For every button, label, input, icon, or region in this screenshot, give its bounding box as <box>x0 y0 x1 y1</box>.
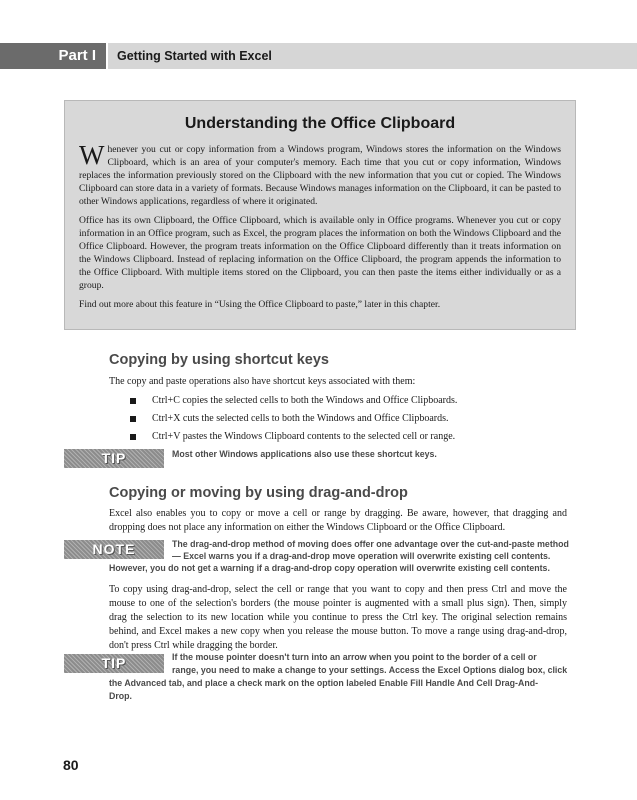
tip-text: Most other Windows applications also use these shortcut keys. <box>172 449 437 459</box>
note-text-line-3: However, you do not get a warning if a drag-and-drop copy operation will overwrite existing cell contents. <box>109 563 550 573</box>
note-text-line-1: The drag-and-drop method of moving does offer one advantage over the cut-and-paste method <box>172 539 569 549</box>
section-heading-drag-and-drop: Copying or moving by using drag-and-drop <box>109 485 408 501</box>
page-number: 80 <box>63 757 79 773</box>
sidebar-paragraph-3: Find out more about this feature in “Using the Office Clipboard to paste,” later in this chapter. <box>79 299 441 310</box>
sidebar-paragraph-2: Office has its own Clipboard, the Office Clipboard, which is available only in Office programs. Whenever you cut or copy information in an Office program, such as Excel, the program places the information on both the Windows Clipboard and the Office Clipboard. However, the program treats information on the Office Clipboard differently than it treats information on the Windows Clipboard. Instead of replacing information on the Office Clipboard, the program appends the information to the Office Clipboard. With multiple items stored on the Clipboard, you can then paste the items either individually or as a group. <box>79 215 561 291</box>
shortcut-list <box>130 392 570 446</box>
section2-paragraph-1: Excel also enables you to copy or move a cell or range by dragging. Be aware, however, that dragging and dropping does not place any information on either the Windows Clipboard or the Office Clipboard. <box>109 508 567 533</box>
list-item <box>130 392 570 410</box>
chapter-title: Getting Started with Excel <box>108 43 637 69</box>
running-header <box>0 43 637 69</box>
sidebar-paragraph-1 <box>79 140 561 208</box>
note-text-line-2: — Excel warns you if a drag-and-drop move operation will overwrite existing cell contents. <box>172 551 551 561</box>
sidebar-title: Understanding the Office Clipboard <box>184 115 456 132</box>
part-label: Part I <box>0 43 106 69</box>
bullet-square-icon <box>130 416 136 422</box>
tip2-text-line-2: range, you need to make a change to your settings. Access the Excel Options dialog box, click <box>172 665 568 675</box>
sidebar-paragraph-1-text: henever you cut or copy information from a Windows program, Windows stores the information on the Windows Clipboard, which is an area of your computer's memory. Each time that you cut or copy information, Windows replaces the information previously stored on the Clipboard with the new information that you cut or copied. The Windows Clipboard can store data in a variety of formats. Because Windows manages information on the Clipboard, it can be pasted to other Windows applications, regardless of where it originated. <box>79 144 561 207</box>
sidebar-box <box>64 100 576 330</box>
tip-label: TIP <box>64 654 164 673</box>
list-item <box>130 428 570 446</box>
tip2-text-line-3: the Advanced tab, and place a check mark on the option labeled Enable Fill Handle And Cell Drag-And- <box>109 678 539 688</box>
section2-paragraph-2: To copy using drag-and-drop, select the cell or range that you want to copy and then press Ctrl and move the mouse to one of the selection's borders (the mouse pointer is augmented with a small plus sign). Then, simply drag the selection to its new location while you continue to press the Ctrl key. The original selection remains behind, and Excel makes a new copy when you release the mouse button. To move a range using drag-and-drop, don't press Ctrl while dragging the border. <box>109 584 567 651</box>
list-item <box>130 410 570 428</box>
list-item-text: Ctrl+X cuts the selected cells to both the Windows and Office Clipboards. <box>152 413 449 424</box>
drop-cap: W <box>79 140 105 170</box>
tip-label: TIP <box>64 449 164 468</box>
bullet-square-icon <box>130 398 136 404</box>
list-item-text: Ctrl+V pastes the Windows Clipboard contents to the selected cell or range. <box>152 431 456 442</box>
section1-intro: The copy and paste operations also have shortcut keys associated with them: <box>109 376 416 387</box>
tip2-text-line-1: If the mouse pointer doesn't turn into an arrow when you point to the border of a cell or <box>172 652 537 662</box>
list-item-text: Ctrl+C copies the selected cells to both the Windows and Office Clipboards. <box>152 395 458 406</box>
note-label: NOTE <box>64 540 164 559</box>
tip2-text-line-4: Drop. <box>109 691 132 701</box>
section-heading-shortcut-keys: Copying by using shortcut keys <box>109 352 329 368</box>
bullet-square-icon <box>130 434 136 440</box>
